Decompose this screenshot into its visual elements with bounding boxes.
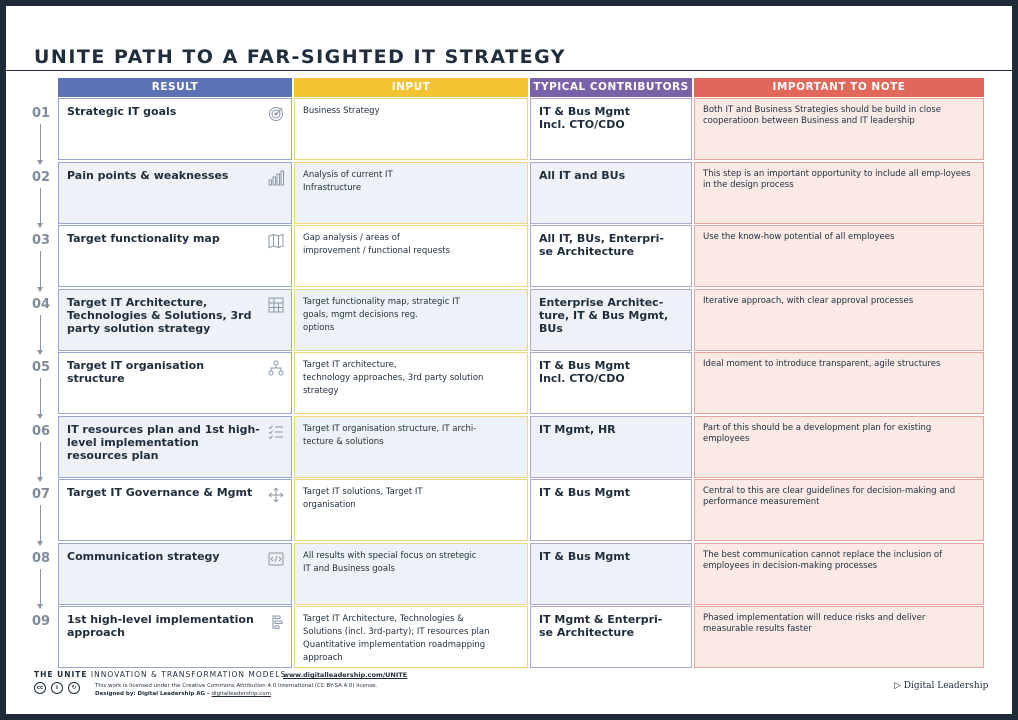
result-text: Target IT Architecture, Technologies & Solutions, 3rd party solution strategy [67, 295, 252, 335]
step-number: 07 [32, 487, 51, 502]
header-input: INPUT [294, 78, 528, 97]
license-text [95, 682, 377, 698]
note-cell: Both IT and Business Strategies should be build in close cooperatioon between Business and IT leadership [694, 98, 984, 160]
step-number: 03 [32, 233, 51, 248]
timeline-icon [268, 614, 284, 630]
header-result: RESULT [58, 78, 292, 97]
step-number: 04 [32, 296, 51, 312]
result-text: Communication strategy [67, 549, 220, 563]
contributors-cell: All IT and BUs [530, 162, 692, 224]
result-cell [58, 606, 292, 668]
brand-triangle-icon: ▷ [894, 681, 904, 691]
note-cell: Central to this are clear guidelines for decision-making and performance measurement [694, 479, 984, 541]
map-icon [268, 233, 284, 249]
poster-sheet [6, 6, 1012, 714]
designed-by-link[interactable]: digitalleadership.com [211, 691, 271, 697]
note-cell: Ideal moment to introduce transparent, agile structures [694, 352, 984, 414]
header-note: IMPORTANT TO NOTE [694, 78, 984, 97]
header-contributors: TYPICAL CONTRIBUTORS [530, 78, 692, 97]
grid-icon [268, 297, 284, 313]
input-cell: Target IT architecture, technology approaches, 3rd party solution strategy [294, 352, 528, 414]
result-text: Pain points & weaknesses [67, 168, 229, 182]
sa-icon: ↻ [68, 682, 80, 694]
step-arrow-icon [40, 569, 41, 609]
contributors-cell: IT Mgmt & Enterpri- se Architecture [530, 606, 692, 668]
checklist-icon [268, 424, 284, 440]
contributors-cell: IT & Bus Mgmt [530, 543, 692, 605]
footer-models-bold: THE UNITE [34, 670, 88, 679]
page-title: UNITE PATH TO A FAR-SIGHTED IT STRATEGY [34, 46, 567, 68]
contributors-cell: IT Mgmt, HR [530, 416, 692, 478]
step-number: 06 [32, 423, 51, 439]
input-cell: Gap analysis / areas of improvement / functional requests [294, 225, 528, 287]
designed-by-label: Designed by: Digital Leadership AG – [95, 691, 212, 697]
target-icon [268, 106, 284, 122]
result-cell [58, 162, 292, 224]
code-window-icon [268, 551, 284, 567]
by-icon: i [51, 682, 63, 694]
contributors-cell: IT & Bus Mgmt Incl. CTO/CDO [530, 98, 692, 160]
input-cell: Target functionality map, strategic IT goals, mgmt decisions reg. options [294, 289, 528, 351]
step-number: 09 [32, 614, 51, 629]
result-cell [58, 416, 292, 478]
result-cell [58, 352, 292, 414]
contributors-cell: IT & Bus Mgmt Incl. CTO/CDO [530, 352, 692, 414]
step-arrow-icon [40, 188, 41, 228]
result-text: 1st high-level implementation approach [67, 613, 254, 639]
step-arrow-icon [40, 251, 41, 291]
footer-models [34, 670, 286, 679]
result-cell [58, 225, 292, 287]
result-text: Target IT Governance & Mgmt [67, 486, 253, 499]
step-arrow-icon [40, 505, 41, 545]
note-cell: Use the know-how potential of all employees [694, 225, 984, 287]
contributors-cell: IT & Bus Mgmt [530, 479, 692, 541]
result-text: Strategic IT goals [67, 105, 177, 118]
result-cell [58, 543, 292, 605]
input-cell: Target IT Architecture, Technologies & Solutions (incl. 3rd-party); IT resources plan Quantitative implementation roadmapping approach [294, 606, 528, 668]
input-cell: Business Strategy [294, 98, 528, 160]
step-number: 01 [32, 106, 51, 121]
result-cell [58, 289, 292, 351]
note-cell: Iterative approach, with clear approval processes [694, 289, 984, 351]
step-number: 05 [32, 360, 51, 375]
footer-models-rest: INNOVATION & TRANSFORMATION MODELS [87, 670, 287, 679]
contributors-cell: All IT, BUs, Enterpri- se Architecture [530, 225, 692, 287]
input-cell: Target IT solutions, Target IT organisation [294, 479, 528, 541]
result-text: Target IT organisation structure [67, 359, 205, 385]
result-text: Target functionality map [67, 232, 220, 245]
step-arrow-icon [40, 124, 41, 164]
input-cell: All results with special focus on stretegic IT and Business goals [294, 543, 528, 605]
note-cell: This step is an important opportunity to include all emp-loyees in the design process [694, 162, 984, 224]
footer-url-link[interactable]: www.digitalleadership.com/UNITE [283, 671, 408, 679]
note-cell: The best communication cannot replace the inclusion of employees in decision-making processes [694, 543, 984, 605]
step-number: 02 [32, 169, 51, 185]
result-text: IT resources plan and 1st high-level implementation resources plan [67, 422, 260, 462]
note-cell: Phased implementation will reduce risks and deliver measurable results faster [694, 606, 984, 668]
step-arrow-icon [40, 378, 41, 418]
input-cell: Analysis of current IT Infrastructure [294, 162, 528, 224]
step-arrow-icon [40, 315, 41, 355]
step-arrow-icon [40, 442, 41, 482]
result-cell [58, 98, 292, 160]
move-arrows-icon [268, 487, 284, 503]
result-cell [58, 479, 292, 541]
bar-chart-icon [268, 170, 284, 186]
cc-icon: cc [34, 682, 46, 694]
note-cell: Part of this should be a development plan for existing employees [694, 416, 984, 478]
designed-by-line [95, 690, 377, 698]
step-number: 08 [32, 550, 51, 566]
brand-name: Digital Leadership [903, 681, 989, 691]
contributors-cell: Enterprise Architec- ture, IT & Bus Mgmt, BUs [530, 289, 692, 351]
title-divider [6, 70, 1012, 71]
org-chart-icon [268, 360, 284, 376]
input-cell: Target IT organisation structure, IT archi- tecture & solutions [294, 416, 528, 478]
license-line: This work is licensed under the Creative Commons Attribution 4.0 International (CC BY-SA 4.0) license. [95, 683, 378, 689]
brand-logo [894, 681, 988, 691]
